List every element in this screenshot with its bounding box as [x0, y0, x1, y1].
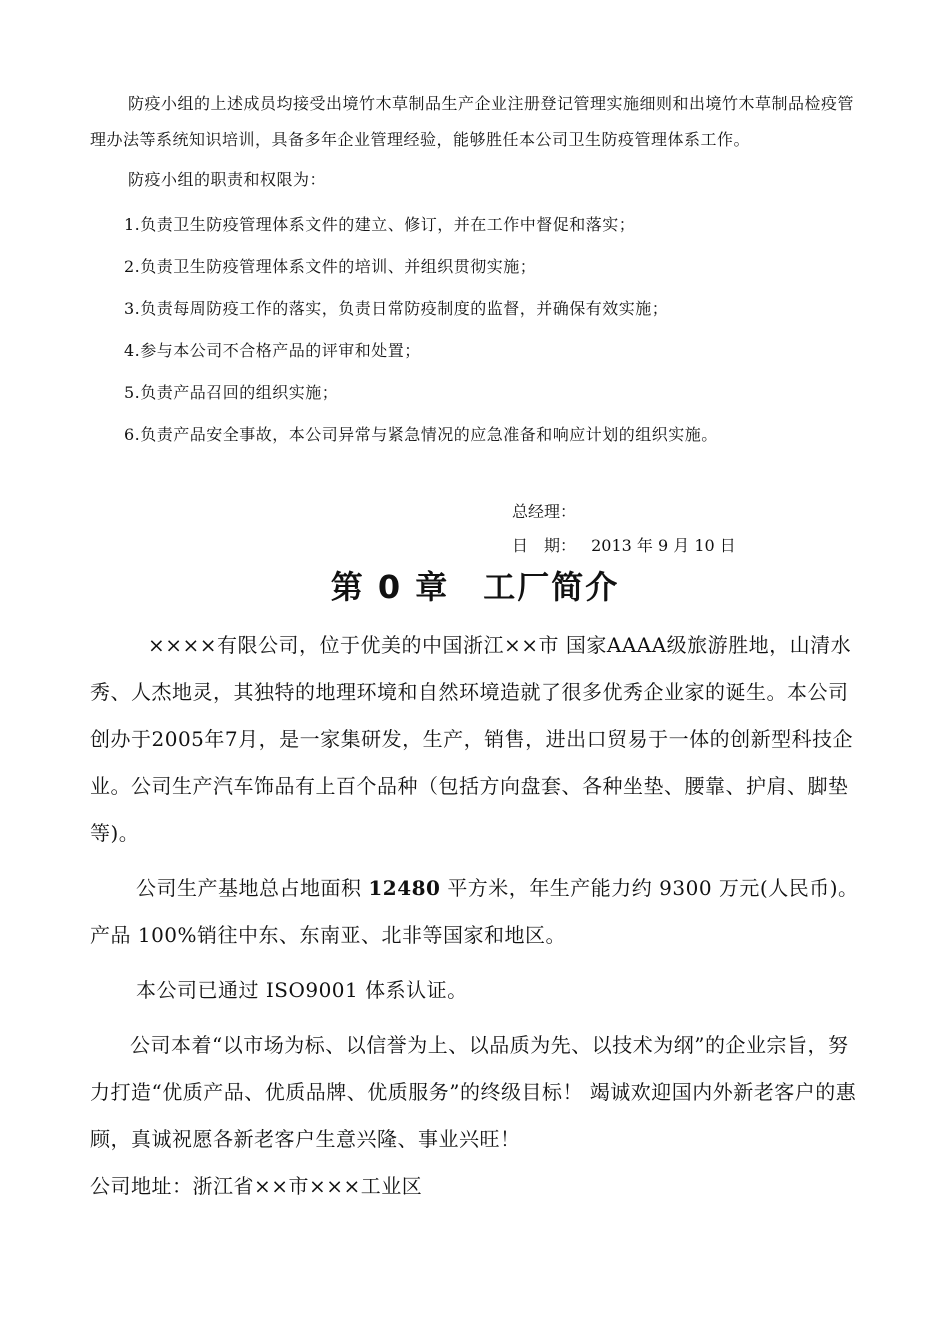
mission-paragraph: 公司本着“以市场为标、以信誉为上、以品质为先、以技术为纲”的企业宗旨，努力打造“优质产品、优质品牌、优质服务”的终级目标！ 竭诚欢迎国内外新老客户的惠顾，真诚祝愿各新老客户生意兴隆、事业兴旺！: [90, 1033, 857, 1151]
chapter-title: 第 0 章 工厂简介: [330, 568, 620, 606]
team-intro-paragraph: 防疫小组的上述成员均接受出境竹木草制品生产企业注册登记管理实施细则和出境竹木草制品检疫管理办法等系统知识培训，具备多年企业管理经验，能够胜任本公司卫生防疫管理体系工作。: [90, 94, 855, 149]
duties-section: [90, 86, 865, 456]
factory-intro-section: [90, 622, 865, 1210]
area-text-before: 公司生产基地总占地面积: [136, 876, 362, 900]
duty-item-3: 3.负责每周防疫工作的落实，负责日常防疫制度的监督，并确保有效实施；: [124, 299, 669, 318]
date-label: 日 期：: [512, 536, 577, 555]
duty-item-1: 1.负责卫生防疫管理体系文件的建立、修订，并在工作中督促和落实；: [124, 215, 636, 234]
intro-paragraph-2: [90, 865, 865, 959]
intro-paragraph-1: ××××有限公司，位于优美的中国浙江××市 国家AAAA级旅游胜地，山清水秀、人杰地灵，其独特的地理环境和自然环境造就了很多优秀企业家的诞生。本公司创办于2005年7月，是一家集研发，生产，销售，进出口贸易于一体的创新型科技企业。公司生产汽车饰品有上百个品种（包括方向盘套、各种坐垫、腰靠、护肩、脚垫等)。: [90, 633, 854, 845]
area-text-after: 平方米，年生产能力约 9300 万元(人民币)。产品 100%销往中东、东南亚、北非等国家和地区。: [90, 876, 859, 947]
duty-item-4: 4.参与本公司不合格产品的评审和处置；: [124, 341, 421, 360]
duty-item-6: 6.负责产品安全事故，本公司异常与紧急情况的应急准备和响应计划的组织实施。: [124, 425, 718, 444]
area-value: 12480: [368, 876, 441, 900]
company-address: 公司地址：浙江省××市×××工业区: [90, 1174, 423, 1198]
date-line: [512, 532, 736, 560]
duties-list: [90, 204, 865, 456]
duty-item-5: 5.负责产品召回的组织实施；: [124, 383, 339, 402]
duty-item-2: 2.负责卫生防疫管理体系文件的培训、并组织贯彻实施；: [124, 257, 537, 276]
certification-paragraph: 本公司已通过 ISO9001 体系认证。: [136, 978, 468, 1002]
date-value: 2013 年 9 月 10 日: [591, 536, 736, 555]
duties-heading: 防疫小组的职责和权限为：: [128, 170, 327, 189]
signature-label: 总经理：: [512, 502, 577, 521]
